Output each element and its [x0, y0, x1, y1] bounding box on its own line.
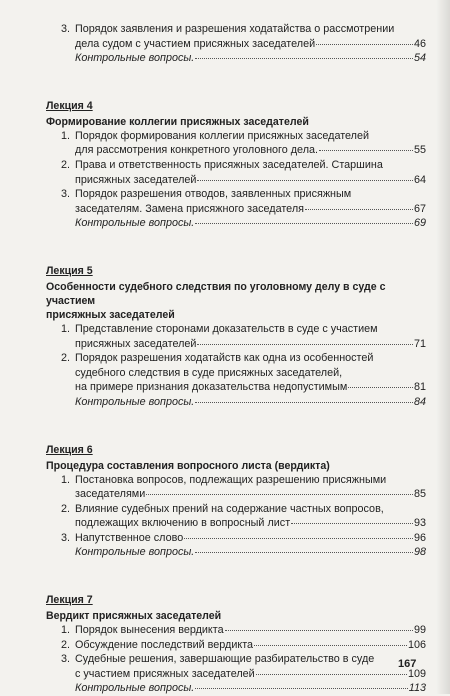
- page-number: 167: [398, 658, 417, 670]
- entry-line: [75, 652, 426, 667]
- lecture-label: Лекция 6: [46, 443, 93, 456]
- control-questions: [46, 545, 426, 560]
- entry-line: [75, 395, 426, 410]
- toc-entry: [46, 531, 426, 546]
- dot-leader: [195, 402, 413, 403]
- entry-text: на примере признания доказательства недопустимым: [75, 381, 348, 394]
- entry-page: 93: [413, 517, 426, 530]
- heading-line: Вердикт присяжных заседателей: [46, 610, 222, 623]
- table-of-contents: [46, 22, 426, 696]
- entry-line: [75, 638, 426, 653]
- entry-text: Судебные решения, завершающие разбирательство в суде: [75, 653, 375, 666]
- entry-line: [75, 351, 426, 366]
- toc-entry: [46, 652, 426, 681]
- toc-entry: [46, 187, 426, 216]
- entry-number: 1.: [61, 473, 71, 486]
- toc-entry: [46, 351, 426, 395]
- entry-line: [75, 216, 426, 231]
- entry-page: 106: [407, 638, 426, 651]
- control-questions: [46, 51, 426, 66]
- questions-page: 54: [413, 52, 426, 65]
- entry-text: присяжных заседателей: [75, 337, 197, 350]
- questions-text: Контрольные вопросы.: [75, 217, 195, 230]
- lecture-label: Лекция 5: [46, 264, 93, 277]
- questions-text: Контрольные вопросы.: [75, 546, 195, 559]
- entry-number: 3.: [61, 531, 71, 544]
- entry-page: 99: [413, 624, 426, 637]
- heading-line: Особенности судебного следствия по уголовному делу в суде с участием: [46, 280, 386, 307]
- entry-line: [75, 667, 426, 682]
- lecture-5: [46, 265, 426, 410]
- entry-text: Порядок вынесения вердикта: [75, 624, 224, 637]
- entry-line: [75, 366, 426, 381]
- dot-leader: [256, 674, 407, 675]
- dot-leader: [348, 387, 413, 388]
- entry-number: 3.: [61, 188, 71, 201]
- entry-text: Постановка вопросов, подлежащих разрешению присяжными: [75, 473, 387, 486]
- dot-leader: [197, 180, 413, 181]
- entry-text: Порядок разрешения ходатайств как одна из особенностей: [75, 352, 374, 365]
- entry-page: 46: [413, 37, 426, 50]
- entry-text: Обсуждение последствий вердикта: [75, 638, 254, 651]
- entry-text: для рассмотрения конкретного уголовного дела.: [75, 144, 318, 157]
- entry-text: с участием присяжных заседателей: [75, 667, 255, 680]
- dot-leader: [197, 344, 413, 345]
- questions-text: Контрольные вопросы.: [75, 682, 195, 695]
- control-questions: [46, 216, 426, 231]
- questions-page: 113: [408, 682, 426, 695]
- entry-line: [75, 502, 426, 517]
- entry-text: Порядок формирования коллегии присяжных заседателей: [75, 129, 370, 142]
- entry-page: 109: [407, 667, 426, 680]
- entry-line: [75, 202, 426, 217]
- toc-entry: [46, 473, 426, 502]
- entry-line: [75, 143, 426, 158]
- questions-text: Контрольные вопросы.: [75, 52, 195, 65]
- dot-leader: [291, 523, 413, 524]
- dot-leader: [195, 552, 413, 553]
- dot-leader: [146, 494, 413, 495]
- entry-line: [75, 380, 426, 395]
- lecture-heading: [46, 609, 426, 623]
- entry-number: 2.: [61, 638, 71, 651]
- entry-page: 55: [413, 144, 426, 157]
- control-questions: [46, 395, 426, 410]
- dot-leader: [305, 209, 413, 210]
- entry-page: 96: [413, 531, 426, 544]
- entry-page: 67: [413, 202, 426, 215]
- questions-text: Контрольные вопросы.: [75, 395, 195, 408]
- entry-text: присяжных заседателей: [75, 173, 197, 186]
- lecture-heading: [46, 280, 426, 322]
- heading-line: Процедура составления вопросного листа (вердикта): [46, 459, 330, 472]
- entry-text: Права и ответственность присяжных заседателей. Старшина: [75, 158, 383, 171]
- toc-entry: [46, 638, 426, 653]
- entry-number: 2.: [61, 352, 71, 365]
- entry-line: [75, 173, 426, 188]
- entry-line: [75, 337, 426, 352]
- toc-entry: [46, 129, 426, 158]
- lecture-7: [46, 594, 426, 696]
- entry-line: [75, 187, 426, 202]
- entry-number: 1.: [61, 322, 71, 335]
- entry-page: 71: [413, 337, 426, 350]
- dot-leader: [184, 538, 413, 539]
- entry-line: [75, 623, 426, 638]
- entry-line: [75, 129, 426, 144]
- entry-page: 81: [413, 381, 426, 394]
- entry-text: Представление сторонами доказательств в суде с участием: [75, 322, 378, 335]
- toc-entry: [46, 322, 426, 351]
- entry-line: [75, 322, 426, 337]
- entry-line: [75, 51, 426, 66]
- entry-text: Порядок разрешения отводов, заявленных присяжным: [75, 188, 352, 201]
- entry-number: 1.: [61, 624, 71, 637]
- entry-text: заседателями: [75, 488, 146, 501]
- dot-leader: [195, 223, 413, 224]
- entry-line: [75, 37, 426, 52]
- lecture-4: [46, 100, 426, 231]
- entry-number: 1.: [61, 129, 71, 142]
- entry-text: заседателям. Замена присяжного заседателя: [75, 202, 304, 215]
- entry-text: Порядок заявления и разрешения ходатайства о рассмотрении: [75, 23, 395, 35]
- entry-text: Напутственное слово: [75, 531, 184, 544]
- dot-leader: [195, 688, 407, 689]
- lecture-label: Лекция 7: [46, 594, 93, 607]
- entry-text: подлежащих включению в вопросный лист: [75, 517, 291, 530]
- entry-line: [75, 473, 426, 488]
- questions-page: 69: [413, 217, 426, 230]
- dot-leader: [254, 645, 407, 646]
- entry-line: [75, 516, 426, 531]
- lecture-heading: [46, 459, 426, 473]
- toc-entry: [46, 158, 426, 187]
- lecture-6: [46, 444, 426, 561]
- toc-entry: [46, 22, 426, 51]
- toc-entry: [46, 502, 426, 531]
- page-edge-shadow: [436, 0, 450, 694]
- dot-leader: [316, 44, 413, 45]
- entry-line: [75, 487, 426, 502]
- questions-page: 98: [413, 546, 426, 559]
- entry-number: 3.: [61, 653, 71, 666]
- toc-entry: [46, 623, 426, 638]
- lecture-label: Лекция 4: [46, 99, 93, 112]
- heading-line: присяжных заседателей: [46, 308, 175, 321]
- dot-leader: [195, 58, 413, 59]
- entry-number: 2.: [61, 158, 71, 171]
- entry-line: [75, 22, 426, 37]
- heading-line: Формирование коллегии присяжных заседателей: [46, 115, 309, 128]
- lecture-heading: [46, 115, 426, 129]
- previous-lecture-tail: [46, 22, 426, 66]
- dot-leader: [319, 150, 413, 151]
- entry-number: 3.: [61, 23, 71, 35]
- entry-text: дела судом с участием присяжных заседателей: [75, 37, 316, 50]
- questions-page: 84: [413, 395, 426, 408]
- entry-page: 85: [413, 488, 426, 501]
- entry-line: [75, 531, 426, 546]
- entry-page: 64: [413, 173, 426, 186]
- entry-line: [75, 545, 426, 560]
- dot-leader: [225, 630, 413, 631]
- entry-number: 2.: [61, 502, 71, 515]
- entry-line: [75, 158, 426, 173]
- entry-text: судебного следствия в суде присяжных заседателей,: [75, 366, 343, 379]
- entry-text: Влияние судебных прений на содержание частных вопросов,: [75, 502, 384, 515]
